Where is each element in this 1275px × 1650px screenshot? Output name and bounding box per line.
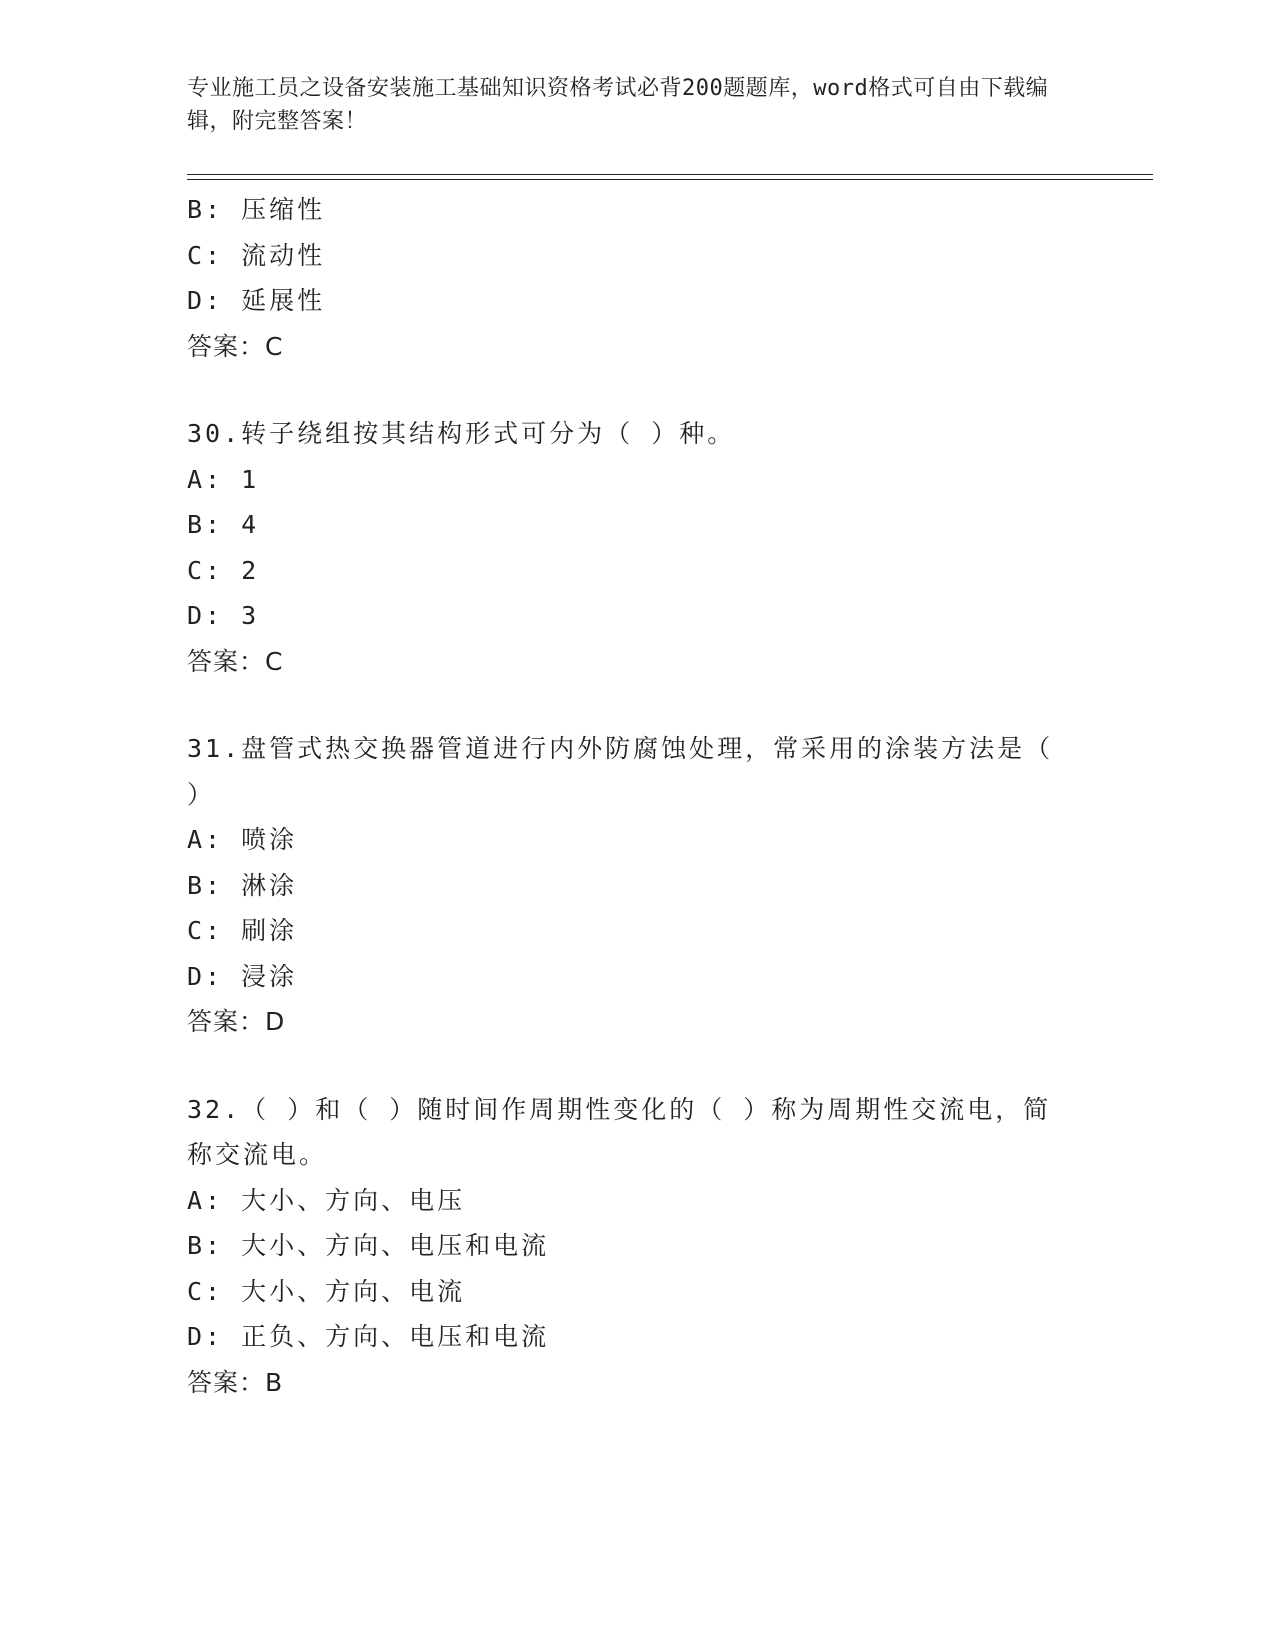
option-c: C: 大小、方向、电流 [187,1276,466,1306]
document-header: 专业施工员之设备安装施工基础知识资格考试必背200题题库，word格式可自由下载编辑，附完整答案！ [187,76,1049,134]
answer: 答案：C [187,646,284,676]
question-stem: 32.（ ）和（ ）随时间作周期性变化的（ ）称为周期性交流电，简 [187,1094,1052,1124]
answer: 答案：C [187,331,284,361]
question-list [187,187,1067,1405]
option-a: A: 1 [187,464,260,494]
option-c: C: 2 [187,555,260,585]
option-c: C: 刷涂 [187,916,298,945]
answer: 答案：B [187,1367,284,1397]
option-a: A: 大小、方向、电压 [187,1185,466,1215]
option-b: B: 大小、方向、电压和电流 [187,1231,550,1260]
header-rule-top [187,174,1153,175]
option-d: D: 延展性 [187,286,326,315]
option-a: A: 喷涂 [187,825,298,854]
option-b: B: 4 [187,510,260,539]
question-stem: 30.转子绕组按其结构形式可分为（ ）种。 [187,419,736,448]
header-rule-bottom [187,179,1153,180]
question-stem-continued: ） [187,779,216,809]
option-d: D: 浸涂 [187,961,298,991]
option-d: D: 3 [187,601,260,630]
question-stem-continued: 称交流电。 [187,1140,328,1169]
question-stem: 31.盘管式热交换器管道进行内外防腐蚀处理，常采用的涂装方法是（ [187,734,1054,763]
option-b: B: 淋涂 [187,870,298,900]
option-c: C: 流动性 [187,240,326,270]
answer: 答案：D [187,1007,286,1036]
option-b: B: 压缩性 [187,195,326,224]
option-d: D: 正负、方向、电压和电流 [187,1322,550,1351]
